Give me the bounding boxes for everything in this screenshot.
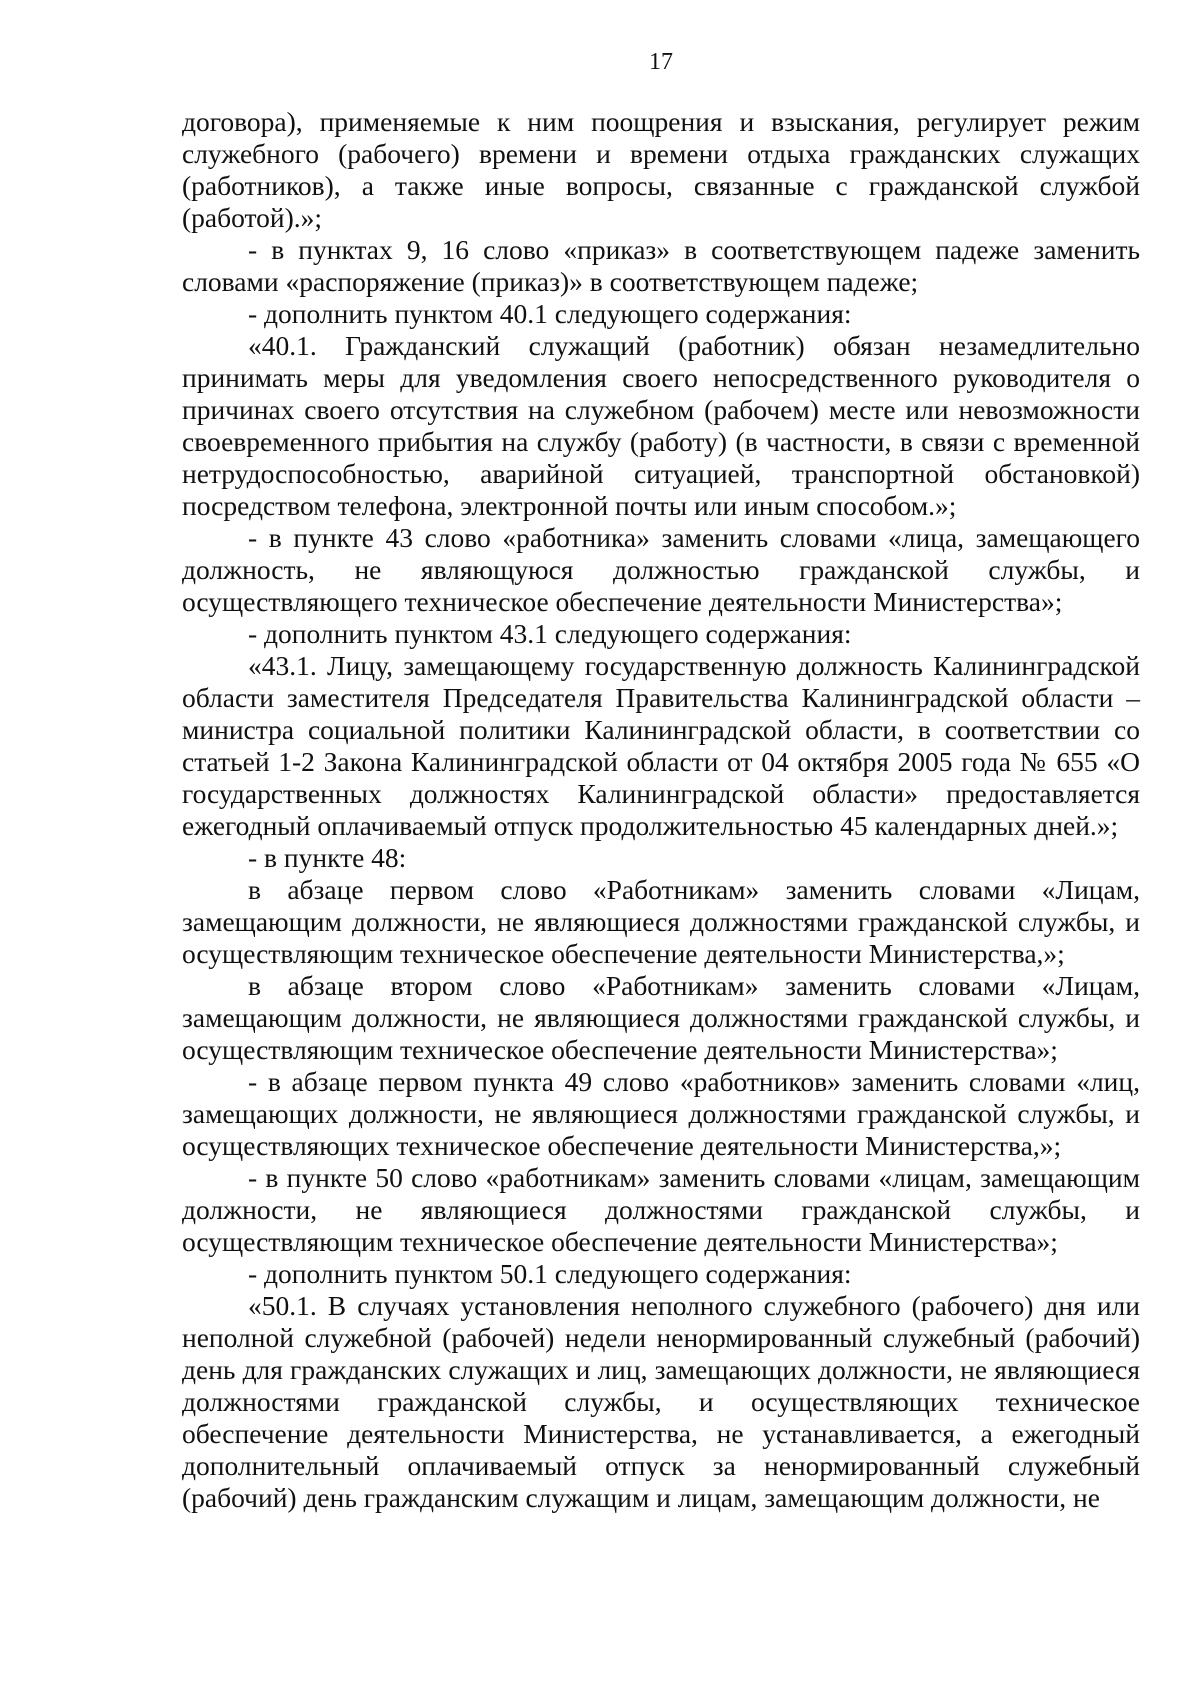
document-body [182, 106, 1140, 1514]
paragraph: «43.1. Лицу, замещающему государственную должность Калининградской области заместителя Председателя Правительства Калининградской области – министра социальной политики Калининградской области, в соответствии со статьей 1-2 Закона Калининградской области от 04 октября 2005 года № 655 «О государственных должностях Калининградской области» предоставляется ежегодный оплачиваемый отпуск продолжительностью 45 календарных дней.»; [182, 650, 1140, 841]
paragraph: - в пункте 43 слово «работника» заменить словами «лица, замещающего должность, не являющуюся должностью гражданской службы, и осуществляющего техническое обеспечение деятельности Министерства»; [182, 522, 1140, 617]
paragraph: - в пункте 50 слово «работникам» заменить словами «лицам, замещающим должности, не являющиеся должностями гражданской службы, и осуществляющим техническое обеспечение деятельности Министерства»; [182, 1162, 1140, 1257]
paragraph: в абзаце втором слово «Работникам» заменить словами «Лицам, замещающим должности, не являющиеся должностями гражданской службы, и осуществляющим техническое обеспечение деятельности Министерства»; [182, 970, 1140, 1065]
paragraph: - в абзаце первом пункта 49 слово «работников» заменить словами «лиц, замещающих должности, не являющиеся должностями гражданской службы, и осуществляющих техническое обеспечение деятельности Министерства,»; [182, 1066, 1140, 1161]
paragraph: - дополнить пунктом 43.1 следующего содержания: [248, 618, 852, 649]
paragraph: - дополнить пунктом 40.1 следующего содержания: [248, 298, 852, 329]
paragraph: в абзаце первом слово «Работникам» заменить словами «Лицам, замещающим должности, не являющиеся должностями гражданской службы, и осуществляющим техническое обеспечение деятельности Министерства,»; [182, 874, 1140, 969]
paragraph: «40.1. Гражданский служащий (работник) обязан незамедлительно принимать меры для уведомления своего непосредственного руководителя о причинах своего отсутствия на служебном (рабочем) месте или невозможности своевременного прибытия на службу (работу) (в частности, в связи с временной нетрудоспособностью, аварийной ситуацией, транспортной обстановкой) посредством телефона, электронной почты или иным способом.»; [182, 330, 1140, 521]
page-number: 17 [649, 49, 673, 75]
paragraph: - дополнить пунктом 50.1 следующего содержания: [248, 1258, 852, 1289]
paragraph: «50.1. В случаях установления неполного служебного (рабочего) дня или неполной служебной (рабочей) недели ненормированный служебный (рабочий) день для гражданских служащих и лиц, замещающих должности, не являющиеся должностями гражданской службы, и осуществляющих техническое обеспечение деятельности Министерства, не устанавливается, а ежегодный дополнительный оплачиваемый отпуск за ненормированный служебный (рабочий) день гражданским служащим и лицам, замещающим должности, не [182, 1290, 1140, 1513]
paragraph: - в пунктах 9, 16 слово «приказ» в соответствующем падеже заменить словами «распоряжение (приказ)» в соответствующем падеже; [182, 234, 1140, 297]
paragraph: - в пункте 48: [248, 842, 407, 873]
paragraph: договора), применяемые к ним поощрения и взыскания, регулирует режим служебного (рабочего) времени и времени отдыха гражданских служащих (работников), а также иные вопросы, связанные с гражданской службой (работой).»; [182, 106, 1140, 233]
